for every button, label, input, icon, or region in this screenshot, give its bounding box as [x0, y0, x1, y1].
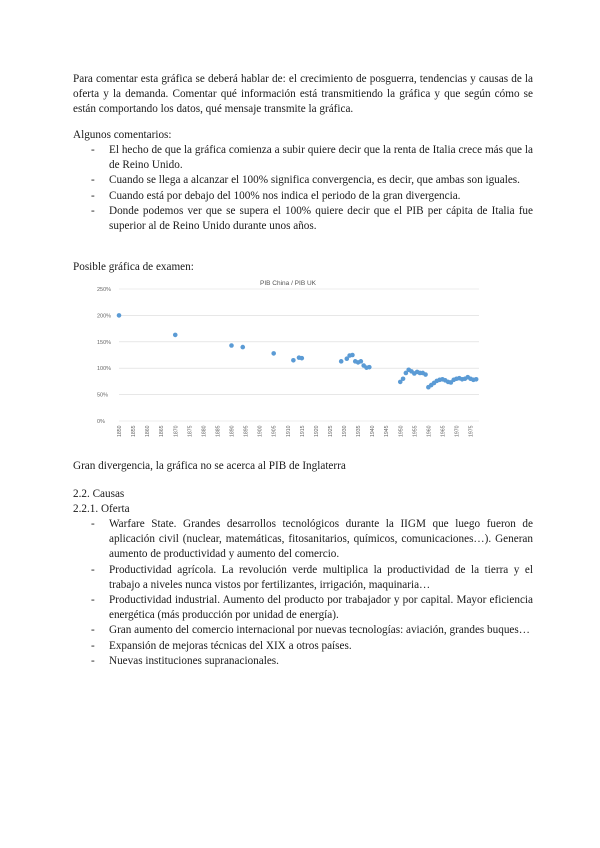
x-tick-label: 1895	[243, 425, 250, 437]
comments-list	[73, 143, 533, 234]
x-tick-label: 1935	[356, 425, 363, 437]
chart-gridlines	[119, 289, 479, 421]
list-item: - Expansión de mejoras técnicas del XIX a otros países.	[73, 639, 533, 654]
chart-x-tick-labels	[117, 425, 475, 437]
chart-title: PIB China / PIB UK	[260, 280, 316, 287]
x-tick-label: 1955	[412, 425, 419, 437]
x-tick-label: 1965	[440, 425, 447, 437]
chart-section-label: Posible gráfica de examen:	[73, 261, 194, 273]
x-tick-label: 1870	[173, 425, 180, 437]
data-point	[367, 365, 372, 370]
data-point	[240, 345, 245, 350]
data-point	[350, 353, 355, 358]
data-point	[300, 356, 305, 361]
intro-paragraph: Para comentar esta gráfica se deberá hablar de: el crecimiento de posguerra, tendencias y causas de la oferta y la demanda. Comentar qué información está transmitiendo la gráfica y que según cómo se están comportando los datos, qué mensaje transmite la gráfica.	[73, 73, 533, 116]
list-item: - Donde podemos ver que se supera el 100% quiere decir que el PIB per cápita de Italia fue superior al de Reino Unido durante unos años.	[73, 204, 533, 234]
y-tick-label: 250%	[97, 287, 112, 293]
x-tick-label: 1910	[285, 425, 292, 437]
data-point	[291, 358, 296, 363]
x-tick-label: 1920	[313, 425, 320, 437]
data-point	[271, 351, 276, 356]
list-item: - Gran aumento del comercio internacional por nuevas tecnologías: aviación, grandes buques…	[73, 623, 533, 638]
section-heading: 2.2. Causas	[73, 488, 125, 500]
chart-caption: Gran divergencia, la gráfica no se acerca al PIB de Inglaterra	[73, 460, 346, 472]
x-tick-label: 1930	[342, 425, 348, 437]
y-tick-label: 0%	[97, 419, 105, 425]
chart-y-tick-labels	[97, 287, 111, 425]
x-tick-label: 1940	[370, 425, 377, 437]
data-point	[229, 343, 234, 348]
x-tick-label: 1890	[229, 425, 236, 437]
data-point	[173, 333, 178, 338]
data-point	[339, 359, 344, 364]
data-point	[359, 359, 364, 364]
list-item: - Cuando se llega a alcanzar el 100% significa convergencia, es decir, que ambas son iguales.	[73, 173, 533, 188]
x-tick-label: 1950	[398, 425, 405, 437]
list-item: - Productividad industrial. Aumento del producto por trabajador y por capital. Mayor eficiencia energética (más producción por unidad de energía).	[73, 593, 533, 623]
x-tick-label: 1855	[131, 425, 138, 437]
y-tick-label: 200%	[97, 313, 112, 320]
list-item: - Productividad agrícola. La revolución verde multiplica la productividad de la tierra y el trabajo a niveles nunca vistos por fertilizantes, irrigación, maquinaria…	[73, 563, 533, 593]
x-tick-label: 1865	[159, 425, 166, 437]
x-tick-label: 1905	[271, 425, 278, 437]
y-tick-label: 100%	[97, 366, 112, 373]
x-tick-label: 1885	[215, 425, 222, 437]
oferta-list	[73, 517, 533, 669]
chart-points	[117, 313, 479, 389]
comments-title: Algunos comentarios:	[73, 129, 172, 141]
x-tick-label: 1925	[327, 425, 334, 437]
y-tick-label: 50%	[97, 392, 109, 399]
data-point	[474, 377, 479, 382]
subsection-heading: 2.2.1. Oferta	[73, 503, 130, 515]
x-tick-label: 1900	[257, 425, 264, 437]
x-tick-label: 1970	[454, 425, 461, 437]
x-tick-label: 1850	[117, 425, 123, 437]
x-tick-label: 1960	[426, 425, 433, 437]
y-tick-label: 150%	[97, 339, 112, 346]
x-tick-label: 1945	[384, 425, 391, 437]
gdp-ratio-chart	[73, 275, 503, 447]
x-tick-label: 1915	[299, 425, 306, 437]
x-tick-label: 1860	[145, 425, 152, 437]
data-point	[401, 376, 406, 381]
x-tick-label: 1880	[201, 425, 208, 437]
list-item: - Cuando está por debajo del 100% nos indica el periodo de la gran divergencia.	[73, 189, 533, 204]
data-point	[117, 313, 122, 318]
x-tick-label: 1875	[187, 425, 194, 437]
list-item: - El hecho de que la gráfica comienza a subir quiere decir que la renta de Italia crece más que la de Reino Unido.	[73, 143, 533, 173]
data-point	[423, 372, 428, 377]
x-tick-label: 1975	[468, 425, 475, 437]
list-item: - Warfare State. Grandes desarrollos tecnológicos durante la IIGM que luego fueron de aplicación civil (nuclear, matemáticas, fitosanitarios, químicos, comunicaciones…). Generan aumento de productividad y aumento del comercio.	[73, 517, 533, 563]
list-item: - Nuevas instituciones supranacionales.	[73, 654, 533, 669]
chart-container	[73, 275, 503, 447]
